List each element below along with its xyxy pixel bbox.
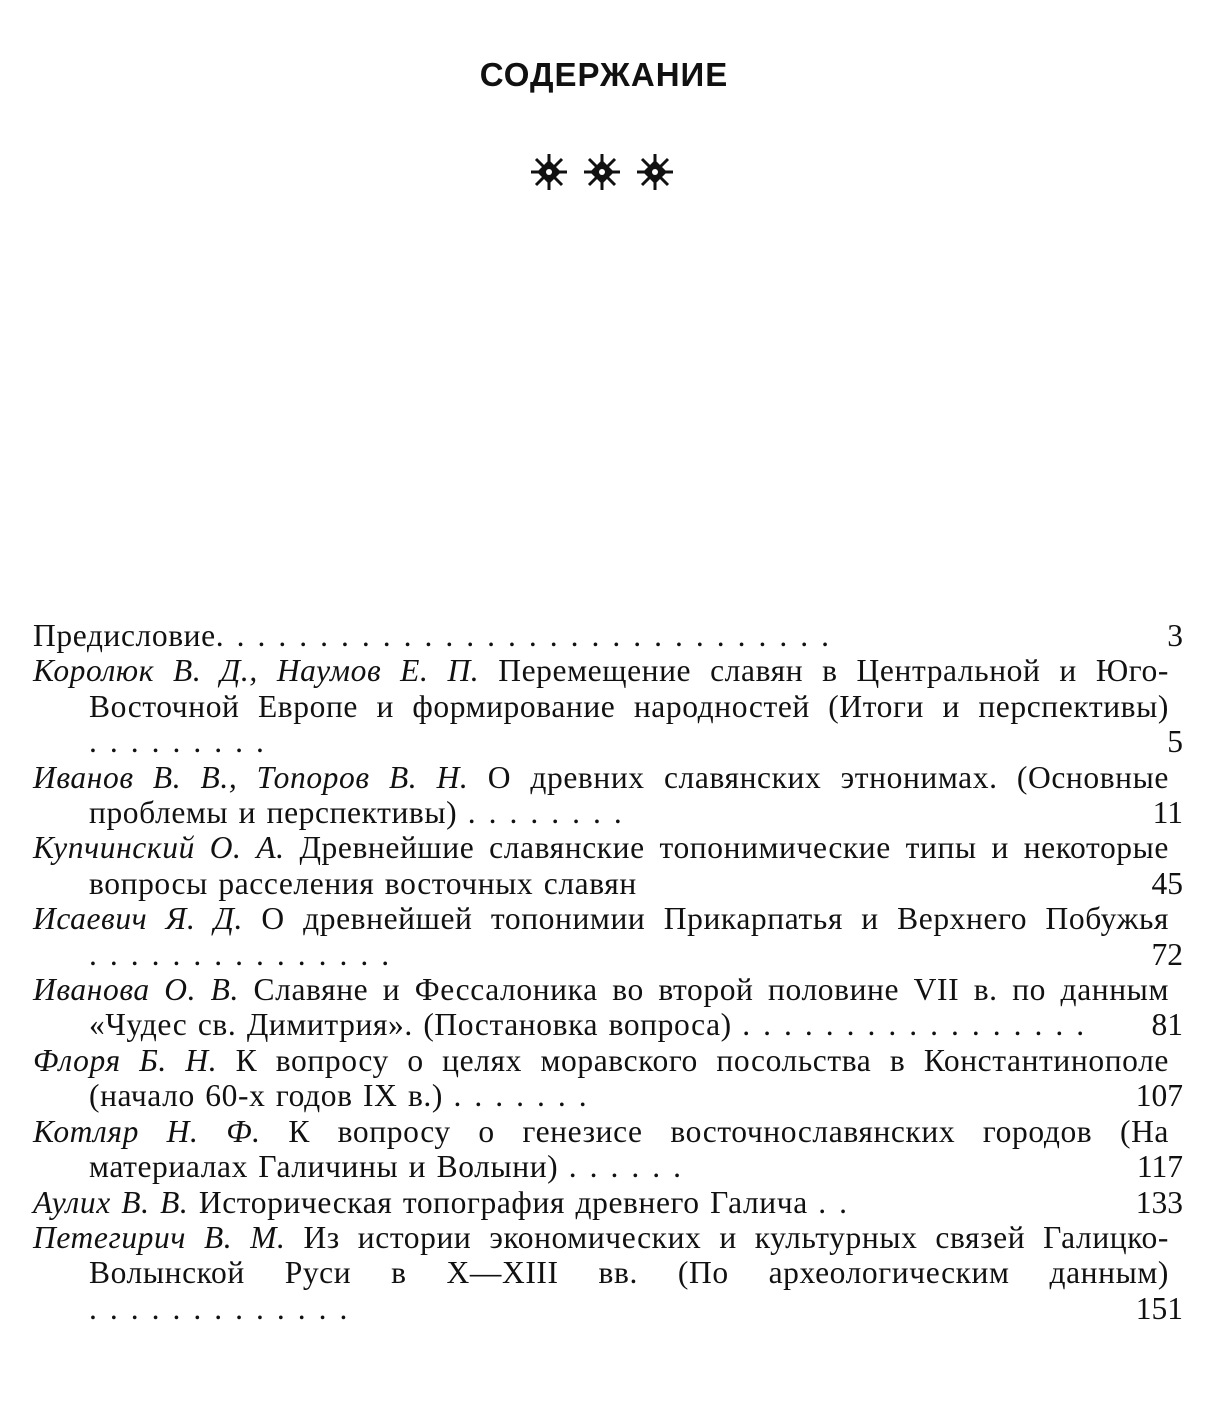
toc-entry [33,618,1183,653]
toc-entry-title: О древнейшей топонимии Прикарпатья и Верхнего Побужья [261,901,1170,937]
table-of-contents [33,618,1183,1326]
toc-entry [33,1043,1183,1114]
toc-entry [33,1114,1183,1185]
toc-entry [33,972,1183,1043]
dot-leader: ............... [89,936,403,972]
dot-leader: ............. [89,1290,361,1326]
toc-page-number: 45 [1151,865,1183,901]
dot-leader: ......... [89,724,277,760]
toc-entry-title: Историческая топография древнего Галича [198,1184,808,1220]
toc-page-number: 107 [1135,1078,1183,1114]
toc-entry-author: Иванов В. В., Топоров В. Н. [33,759,469,795]
toc-entry [33,760,1183,831]
toc-entry-title: Предисловие [33,618,216,653]
ornament-snowflake-icon [531,154,567,190]
toc-entry-author: Аулих В. В. [33,1184,189,1220]
toc-entry-author: Купчинский О. А. [33,830,285,866]
toc-page-number: 3 [1167,618,1183,653]
toc-page-number: 11 [1152,795,1183,831]
toc-entry-title: К вопросу о целях моравского посольства в Константинополе (начало 60-х годов IX в.) [89,1042,1169,1114]
dot-leader: ................. [742,1007,1098,1043]
ornament-snowflake-icon [584,154,620,190]
toc-entry [33,1220,1183,1326]
ornament-snowflake-icon [637,154,673,190]
toc-entry [33,1185,1183,1220]
toc-page-number: 151 [1135,1290,1183,1326]
ornament-divider [527,150,677,194]
toc-entry-title: Славяне и Фессалоника во второй половине VII в. по данным «Чудес св. Димитрия». (Постановка вопроса) [89,972,1169,1043]
toc-entry-author: Флоря Б. Н. [33,1042,218,1078]
dot-leader: .............................. [215,618,842,653]
toc-entry-author: Королюк В. Д., Наумов Е. П. [33,653,480,689]
toc-entry-title: О древних славянских этнонимах. (Основные проблемы и перспективы) [89,759,1169,831]
toc-entry-author: Иванова О. В. [33,972,239,1008]
toc-page-number: 117 [1136,1149,1183,1185]
dot-leader: ....... [453,1078,600,1114]
toc-entry-title: Перемещение славян в Центральной и Юго-Восточной Европе и формирование народностей (Итоги и перспективы) [89,653,1169,724]
toc-entry-title: Древнейшие славянские топонимические типы и некоторые вопросы расселения восточных славян [89,830,1169,901]
dot-leader: ...... [568,1149,694,1185]
toc-page-number: 72 [1151,936,1183,972]
toc-entry [33,830,1183,901]
toc-entry-title: К вопросу о генезисе восточнославянских городов (На материалах Галичины и Волыни) [89,1113,1169,1185]
toc-page-number: 133 [1135,1184,1183,1220]
toc-page-number: 5 [1167,724,1183,760]
toc-entry [33,901,1183,972]
toc-entry [33,653,1183,759]
toc-page-number: 81 [1151,1007,1183,1043]
toc-entry-author: Петегирич В. М. [33,1219,286,1255]
toc-entry-author: Котляр Н. Ф. [33,1113,261,1149]
dot-leader: .. [818,1184,861,1220]
dot-leader: ........ [467,795,635,831]
toc-entry-author: Исаевич Я. Д. [33,901,243,937]
page-title: СОДЕРЖАНИЕ [479,56,729,93]
toc-entry-title: Из истории экономических и культурных связей Галицко-Волынской Руси в X—XIII вв. (По археологическим данным) [89,1219,1169,1291]
